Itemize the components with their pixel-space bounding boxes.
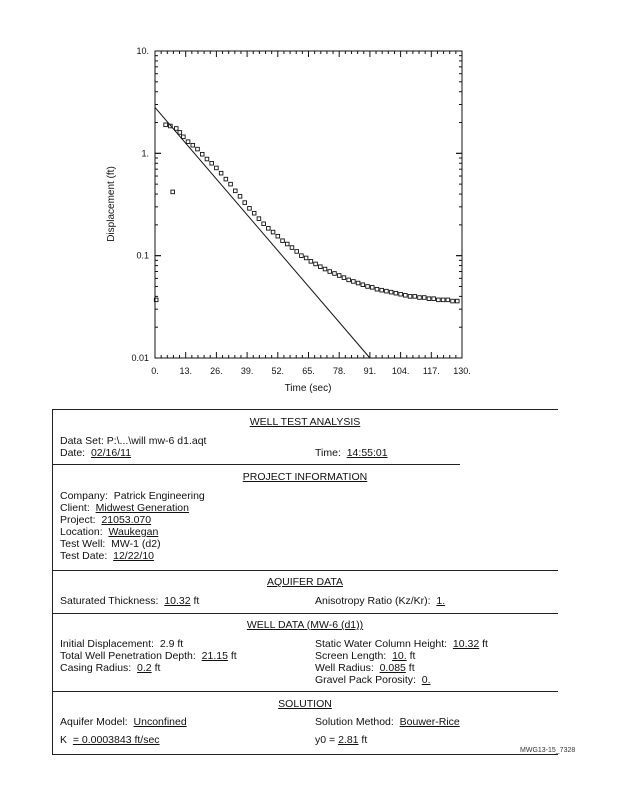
k-field [60, 734, 160, 747]
location-value: Waukegan [108, 526, 159, 538]
y-tick-labels [131, 46, 149, 363]
y-tick-label: 0.01 [131, 353, 149, 363]
well-data-title: WELL DATA (MW-6 (d1)) [246, 619, 364, 631]
data-point [422, 296, 426, 300]
company-label: Company: [60, 490, 108, 502]
data-point [252, 211, 256, 215]
y-tick-label: 1. [141, 148, 149, 159]
data-point [451, 299, 455, 303]
data-point [233, 189, 237, 193]
x-tick-label: 91. [363, 366, 377, 376]
x-tick-label: 104. [391, 366, 410, 376]
data-point [328, 270, 332, 274]
test-date-value: 12/22/10 [113, 550, 154, 562]
fit-line [155, 107, 370, 358]
x-tick-label: 0. [151, 366, 159, 376]
sat-thickness-field [60, 595, 199, 608]
penetration-value: 21.15 [201, 650, 228, 662]
data-point [441, 298, 445, 302]
data-point [446, 298, 450, 302]
x-tick-label: 13. [179, 366, 192, 376]
data-point [210, 161, 214, 165]
data-point [174, 127, 178, 131]
x-tick-label: 26. [210, 366, 223, 376]
client-label: Client: [60, 502, 90, 514]
casing-label: Casing Radius: [60, 662, 132, 674]
model-field [60, 716, 187, 729]
data-point [309, 260, 313, 264]
data-point [248, 207, 252, 211]
y-axis-label: Displacement (ft) [106, 166, 117, 242]
data-point [229, 182, 233, 186]
static-col-value: 10.32 [452, 638, 480, 650]
data-point [281, 239, 285, 243]
project-value: 21053.070 [101, 514, 152, 526]
data-point [267, 227, 271, 231]
y0-value: 2.81 [338, 734, 359, 746]
screen-label: Screen Length: [315, 650, 387, 662]
casing-value: 0.2 [137, 662, 152, 674]
data-point [262, 222, 266, 226]
project-label: Project: [60, 514, 96, 526]
time-field [315, 447, 388, 460]
data-point [455, 299, 459, 303]
sat-thickness-value: 10.32 [164, 595, 191, 607]
data-point [375, 287, 379, 291]
data-point [219, 171, 223, 175]
data-point [178, 131, 182, 135]
init-disp-value: 2.9 [159, 638, 175, 650]
report-top-border [52, 409, 558, 410]
data-point [418, 296, 422, 300]
data-point [304, 256, 308, 260]
anisotropy-field [315, 595, 445, 608]
casing-unit: ft [154, 662, 161, 674]
data-point [285, 242, 289, 246]
data-point [337, 274, 341, 278]
data-point [342, 276, 346, 280]
test-date-label: Test Date: [60, 550, 108, 562]
data-set-line: Data Set: P:\...\will mw-6 d1.aqt [60, 435, 207, 447]
data-point [389, 290, 393, 294]
data-point [205, 157, 209, 161]
data-point [224, 177, 228, 181]
data-point [191, 143, 195, 147]
penetration-unit: ft [230, 650, 237, 662]
report-panel [52, 409, 558, 755]
date-value: 02/16/11 [90, 447, 132, 459]
data-point [432, 297, 436, 301]
date-field [60, 447, 131, 460]
data-point [171, 190, 175, 194]
x-axis-label: Time (sec) [284, 383, 332, 394]
data-point [399, 292, 403, 296]
data-point [300, 254, 304, 258]
anisotropy-value: 1. [436, 595, 446, 607]
well-radius-value: 0.085 [379, 662, 406, 674]
data-point [366, 285, 370, 289]
data-point [238, 195, 242, 199]
location-label: Location: [60, 526, 103, 538]
data-point [427, 297, 431, 301]
well-radius-label: Well Radius: [315, 662, 374, 674]
time-value: 14:55:01 [346, 447, 388, 459]
data-point [182, 135, 186, 139]
x-tick-label: 52. [271, 366, 285, 376]
data-point [314, 262, 318, 266]
test-well-value: MW-1 (d2) [111, 538, 161, 550]
y-tick-label: 0.1 [136, 250, 149, 261]
observed-points-series [154, 123, 459, 303]
x-tick-label: 65. [302, 366, 315, 376]
y0-unit: ft [361, 734, 368, 746]
casing-field [60, 662, 160, 675]
data-point [323, 267, 327, 271]
init-disp-unit: ft [177, 638, 184, 650]
data-point [347, 278, 351, 282]
data-point [200, 152, 204, 156]
data-point [164, 123, 168, 127]
data-point [361, 283, 365, 287]
k-value: = 0.0003843 ft/sec [72, 734, 160, 746]
divider [52, 613, 558, 614]
data-point [404, 293, 408, 297]
penetration-label: Total Well Penetration Depth: [60, 650, 196, 662]
data-point [408, 295, 412, 299]
data-point [276, 234, 280, 238]
data-point [413, 295, 417, 299]
plot-frame [155, 51, 462, 358]
test-date-field [60, 550, 154, 563]
method-value: Bouwer-Rice [399, 716, 460, 728]
data-point [271, 230, 275, 234]
data-point [380, 288, 384, 292]
document-stamp: MWG13-15_7328 [520, 747, 576, 754]
method-field [315, 716, 460, 729]
project-title: PROJECT INFORMATION [242, 471, 368, 483]
x-tick-label: 39. [240, 366, 254, 376]
fit-line-series [155, 107, 370, 358]
data-point [257, 217, 261, 221]
data-point [295, 250, 299, 254]
client-value: Midwest Generation [95, 502, 189, 514]
time-label: Time: [315, 447, 341, 459]
data-point [356, 281, 360, 285]
divider [52, 691, 558, 692]
y-tick-label: 10. [136, 46, 149, 56]
well-radius-unit: ft [408, 662, 415, 674]
tick-marks [155, 51, 462, 358]
solution-title: SOLUTION [278, 698, 332, 710]
divider [52, 570, 558, 571]
x-tick-label: 117. [422, 366, 440, 376]
init-disp-label: Initial Displacement: [60, 638, 154, 650]
data-point [243, 201, 247, 205]
y0-label: y0 = [315, 734, 336, 746]
data-point [394, 291, 398, 295]
static-col-label: Static Water Column Height: [315, 638, 448, 650]
x-tick-label: 130. [453, 366, 471, 376]
gravel-value: 0. [421, 674, 431, 686]
model-label: Aquifer Model: [60, 716, 128, 728]
screen-unit: ft [409, 650, 416, 662]
gravel-label: Gravel Pack Porosity: [315, 674, 416, 686]
screen-value: 10. [392, 650, 407, 662]
data-point [385, 289, 389, 293]
data-point [290, 246, 294, 250]
k-label: K [60, 734, 68, 746]
sat-thickness-unit: ft [193, 595, 200, 607]
y0-field [315, 734, 367, 747]
data-point [215, 166, 219, 170]
anisotropy-label: Anisotropy Ratio (Kz/Kr): [315, 595, 431, 607]
static-col-unit: ft [482, 638, 488, 650]
x-tick-label: 78. [332, 366, 346, 376]
report-bottom-border [52, 754, 558, 755]
x-tick-labels [151, 366, 471, 376]
company-value: Patrick Engineering [113, 490, 205, 502]
method-label: Solution Method: [315, 716, 394, 728]
data-point [333, 272, 337, 276]
data-point [186, 140, 190, 144]
data-point [370, 286, 374, 290]
aquifer-title: AQUIFER DATA [266, 576, 344, 588]
well-test-title: WELL TEST ANALYSIS [249, 416, 361, 428]
model-value: Unconfined [133, 716, 187, 728]
test-well-label: Test Well: [60, 538, 106, 550]
gravel-field [315, 674, 431, 687]
date-label: Date: [60, 447, 86, 459]
data-point [319, 265, 323, 269]
data-point [437, 298, 441, 302]
data-point [352, 280, 356, 284]
divider [52, 464, 460, 465]
data-point [196, 147, 200, 151]
sat-thickness-label: Saturated Thickness: [60, 595, 159, 607]
